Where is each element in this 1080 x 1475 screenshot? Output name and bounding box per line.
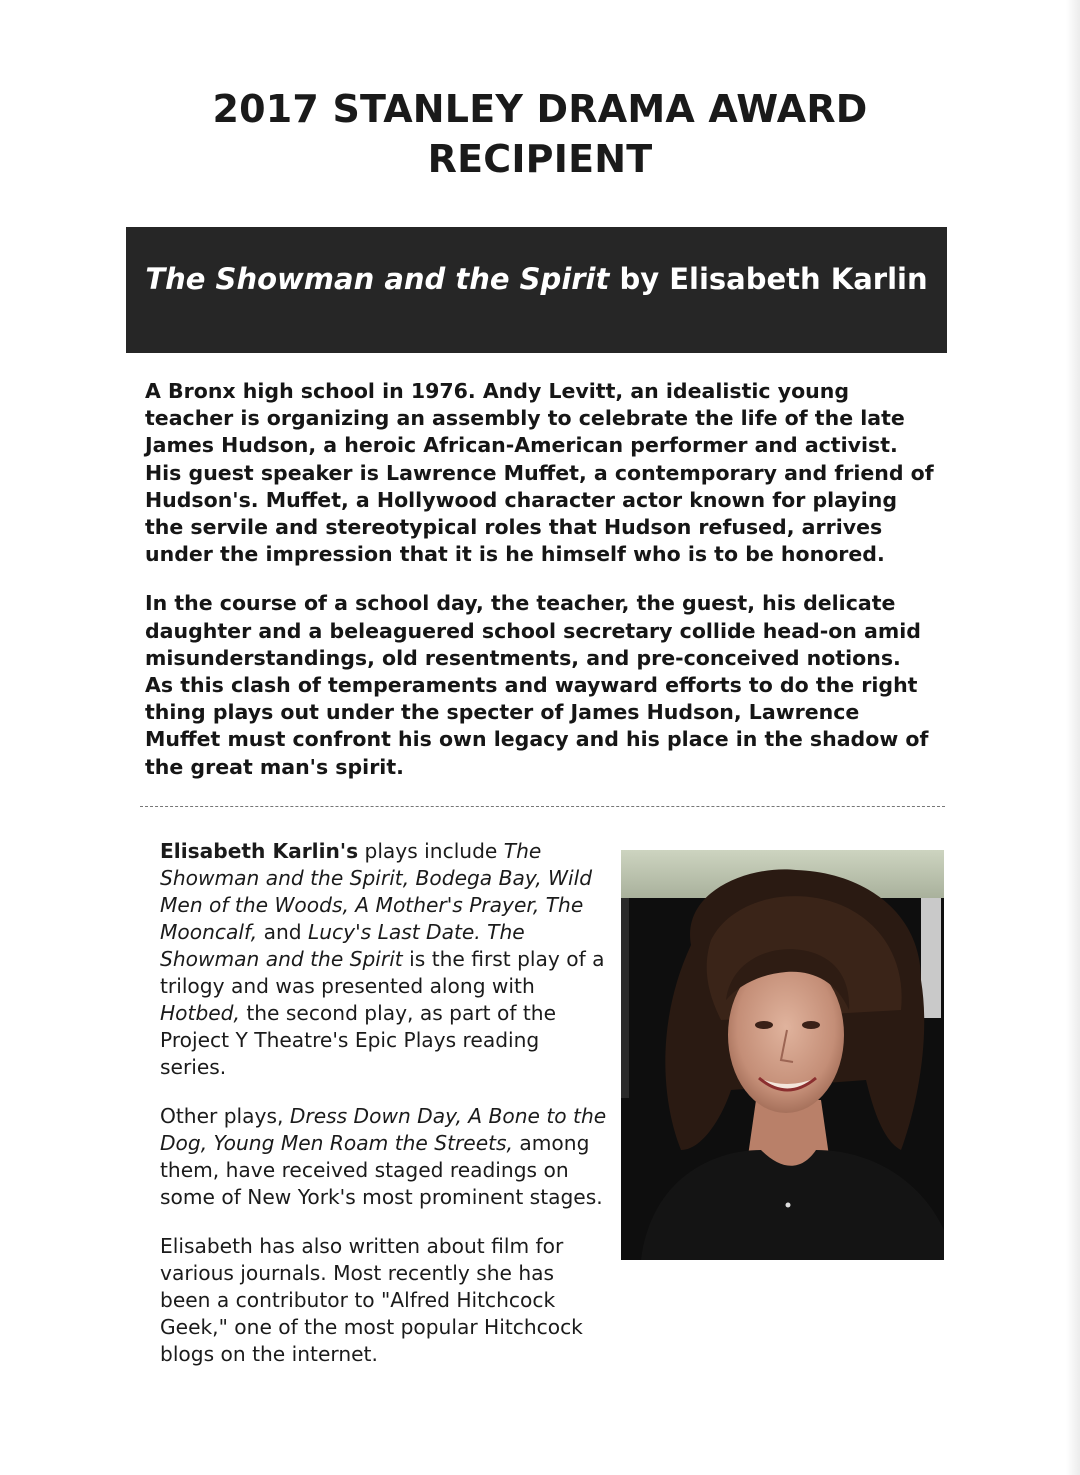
author-name: Elisabeth Karlin's [160,839,359,863]
bio-paragraph-2 [160,1103,610,1211]
play-titles: The Showman and the Spirit, Bodega Bay, Wild Men of the Woods, A Mother's Prayer, The Mooncalf, [160,839,593,944]
bio-paragraph-1 [160,838,610,1081]
bio-text: plays include [358,839,504,863]
bio-text: Other plays, [160,1104,290,1128]
section-divider [140,806,945,807]
page-edge-shadow [1066,0,1080,1475]
bio-text: and [257,920,308,944]
play-title-banner [126,227,947,353]
author-photo [621,850,944,1260]
summary-paragraph-1: A Bronx high school in 1976. Andy Levitt, an idealistic young teacher is organizing an assembly to celebrate the life of the late James Hudson, a heroic African-American performer and activist. His guest speaker is Lawrence Muffet, a contemporary and friend of Hudson's. Muffet, a Hollywood character actor known for playing the servile and stereotypical roles that Hudson refused, arrives under the impression that it is he himself who is to be honored. [145,379,934,567]
other-play-titles: Dress Down Day, A Bone to the Dog, Young Men Roam the Streets, [160,1104,607,1155]
bio-text: among them, have received staged readings on some of New York's most prominent stages. [160,1131,603,1209]
play-title-hotbed: Hotbed, [160,1001,240,1025]
page-title [0,84,1080,184]
play-title: The Showman and the Spirit [145,262,610,296]
banner-heading [126,259,947,299]
play-titles: Lucy's Last Date. The Showman and the Spirit [160,920,525,971]
play-summary [145,378,935,803]
bio-text: is the first play of a trilogy and was presented along with [160,947,605,998]
title-line-1: 2017 STANLEY DRAMA AWARD [212,87,868,131]
title-line-2: RECIPIENT [427,137,653,181]
bio-text: the second play, as part of the Project Y Theatre's Epic Plays reading series. [160,1001,557,1079]
byline: by Elisabeth Karlin [609,262,928,296]
author-bio [160,838,610,1390]
author-portrait-image [621,850,944,1260]
bio-paragraph-3: Elisabeth has also written about film for various journals. Most recently she has been a contributor to "Alfred Hitchcock Geek," one of the most popular Hitchcock blogs on the internet. [160,1234,583,1366]
summary-paragraph-2: In the course of a school day, the teacher, the guest, his delicate daughter and a beleaguered school secretary collide head-on amid misunderstandings, old resentments, and pre-conceived notions. As this clash of temperaments and wayward efforts to do the right thing plays out under the specter of James Hudson, Lawrence Muffet must confront his own legacy and his place in the shadow of the great man's spirit. [145,591,929,779]
